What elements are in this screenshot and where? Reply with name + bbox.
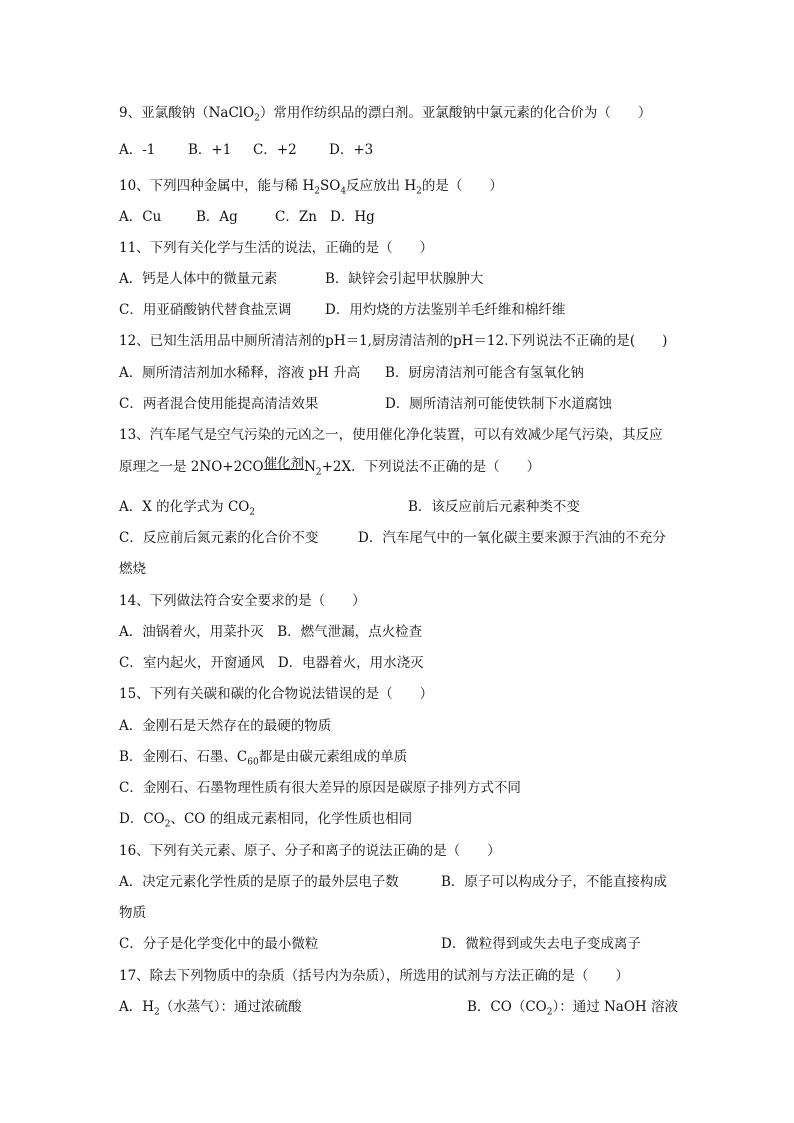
q9-stem: 9、亚氯酸钠（NaClO$_2$）常用作纺织品的漂白剂。亚氯酸钠中氯元素的化合价为（ ） (119, 105, 652, 124)
q12-stem: 12、已知生活用品中厕所清洁剂的pH＝1,厨房清洁剂的pH＝12.下列说法不正确的是( ) (119, 333, 668, 349)
q13-option-d-cont: 燃烧 (119, 561, 146, 577)
q17-stem: 17、除去下列物质中的杂质（括号内为杂质），所选用的试剂与方法正确的是（ ） (119, 968, 629, 984)
q16-option-b: B．原子可以构成分子，不能直接构成 (441, 874, 667, 890)
q9-option-b: B．+1 (188, 142, 232, 158)
q14-stem: 14、下列做法符合安全要求的是（ ） (119, 593, 366, 609)
q16-option-c: C．分子是化学变化中的最小微粒 (119, 936, 319, 952)
q11-stem: 11、下列有关化学与生活的说法，正确的是（ ） (119, 240, 434, 256)
q16-option-b-cont: 物质 (119, 905, 146, 921)
q11-option-b: B．缺锌会引起甲状腺肿大 (325, 271, 484, 287)
q15-option-c: C．金刚石、石墨物理性质有很大差异的原因是碳原子排列方式不同 (119, 780, 521, 796)
q9-option-a: A．-1 (119, 142, 156, 158)
q10-option-a: A．Cu (119, 209, 162, 225)
q9-option-d: D．+3 (329, 142, 374, 158)
q15-option-a: A．金刚石是天然存在的最硬的物质 (119, 718, 332, 734)
q13-option-a: A．X 的化学式为 $CO_2$ (119, 499, 256, 518)
q17-option-a: A．$H_2$（水蒸气）：通过浓硫酸 (119, 999, 302, 1018)
q12-option-c: C．两者混合使用能提高清洁效果 (119, 396, 319, 412)
q17-option-b: B．$CO(CO_2)$：通过 NaOH 溶液 (467, 999, 678, 1018)
q13-stem-line2: 原理之一是 2NO+2CO催化剂$N_2+2X$．下列说法不正确的是（ ） (119, 456, 541, 478)
q16-option-a: A．决定元素化学性质的是原子的最外层电子数 (119, 874, 399, 890)
q10-stem: 10、下列四种金属中，能与稀 $H_2SO_4$反应放出 $H_2$的是（ ） (119, 178, 503, 197)
q12-option-d: D．厕所清洁剂可能使铁制下水道腐蚀 (385, 396, 612, 412)
q15-option-b: B．金刚石、石墨、$C_{60}$都是由碳元素组成的单质 (119, 749, 408, 768)
q13-option-d: D．汽车尾气中的一氧化碳主要来源于汽油的不充分 (358, 530, 666, 546)
q10-option-b: B．Ag (196, 209, 238, 225)
q12-option-a: A．厕所清洁剂加水稀释，溶液 pH 升高 (119, 365, 361, 381)
q10-option-c: C．Zn (275, 209, 317, 225)
q9-option-c: C．+2 (253, 142, 297, 158)
q16-option-d: D．微粒得到或失去电子变成离子 (441, 936, 641, 952)
q16-stem: 16、下列有关元素、原子、分子和离子的说法正确的是（ ） (119, 843, 501, 859)
q13-option-b: B．该反应前后元素种类不变 (408, 499, 580, 515)
q11-option-a: A．钙是人体中的微量元素 (119, 271, 278, 287)
q15-option-d: D．$CO_2$、CO 的组成元素相同，化学性质也相同 (119, 811, 413, 830)
q13-option-c: C．反应前后氮元素的化合价不变 (119, 530, 319, 546)
q12-option-b: B．厨房清洁剂可能含有氢氧化钠 (385, 365, 584, 381)
catalyst-label: 催化剂 (263, 456, 305, 472)
q15-stem: 15、下列有关碳和碳的化合物说法错误的是（ ） (119, 686, 434, 702)
q10-option-d: D．Hg (330, 209, 375, 225)
q13-stem-line1: 13、汽车尾气是空气污染的元凶之一，使用催化净化装置，可以有效减少尾气污染，其反应 (119, 427, 663, 443)
q11-option-c: C．用亚硝酸钠代替食盐烹调 (119, 302, 292, 318)
q14-options-ab: A．油锅着火，用菜扑灭 B．燃气泄漏，点火检查 (119, 624, 423, 640)
q11-option-d: D．用灼烧的方法鉴别羊毛纤维和棉纤维 (325, 302, 566, 318)
q14-options-cd: C．室内起火，开窗通风 D．电器着火，用水浇灭 (119, 655, 424, 671)
